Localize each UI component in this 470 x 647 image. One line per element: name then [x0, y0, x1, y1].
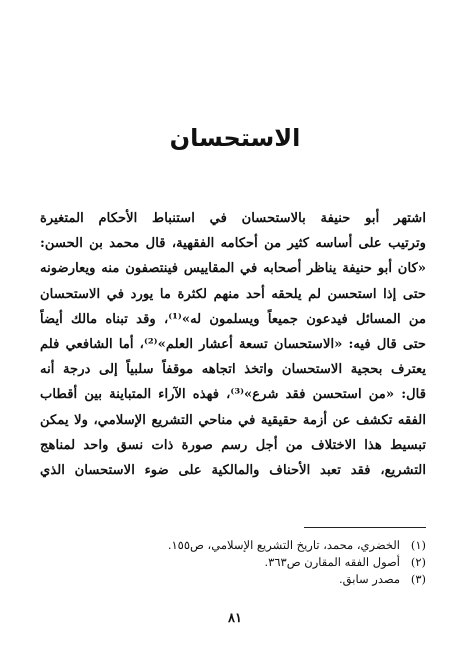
footnotes — [106, 537, 426, 588]
footnote-number: (٣) — [410, 572, 426, 586]
footnote-text: الخضري، محمد، تاريخ التشريع الإسلامي، ص١٥٥. — [167, 538, 400, 552]
footnote-number: (١) — [410, 538, 426, 552]
body-line: قال: «من استحسن فقد شرع»⁽³⁾، فهذه الآراء المتباينة بين أقطاب — [40, 387, 426, 403]
footnote-number: (٢) — [410, 555, 426, 569]
body-line: تبسيط هذا الاختلاف من أجل رسم صورة ذات نسق واحد لمناهج — [40, 437, 426, 453]
body-line: من المسائل فيدعون جميعاً ويسلمون له»⁽¹⁾، وقد تبناه مالك أيضاً — [40, 311, 426, 327]
body-line: يعترف بحجية الاستحسان واتخذ اتجاهه موقفاً سلبياً إلى درجة أنه — [40, 362, 426, 378]
footnote-item — [106, 571, 426, 588]
body-line: الفقه تكشف عن أزمة حقيقية في مناحي التشريع الإسلامي، ولا يمكن — [40, 412, 426, 428]
body-line: التشريع، فقد تعبد الأحناف والمالكية على ضوء الاستحسان الذي — [40, 462, 426, 478]
body-line: حتى إذا استحسن لم يلحقه أحد منهم لكثرة ما يورد في الاستحسان — [40, 286, 426, 302]
chapter-title: الاستحسان — [169, 124, 301, 152]
body-text — [40, 206, 426, 483]
body-line: حتى قال فيه: «الاستحسان تسعة أعشار العلم»⁽²⁾، أما الشافعي فلم — [40, 336, 426, 352]
body-line: وترتيب على أساسه كثير من أحكامه الفقهية، قال محمد بن الحسن: — [40, 236, 426, 252]
footnote-text: أصول الفقه المقارن ص٣٦٣. — [264, 555, 400, 569]
footnote-divider — [304, 527, 426, 528]
page-number: ٨١ — [228, 611, 242, 626]
body-line: اشتهر أبو حنيفة بالاستحسان في استنباط الأحكام المتغيرة — [40, 211, 426, 226]
footnote-text: مصدر سابق. — [339, 572, 400, 586]
footnote-item — [106, 537, 426, 554]
body-line: «كان أبو حنيفة يناظر أصحابه في المقاييس فينتصفون منه ويعارضونه — [40, 261, 426, 277]
footnote-item — [106, 554, 426, 571]
